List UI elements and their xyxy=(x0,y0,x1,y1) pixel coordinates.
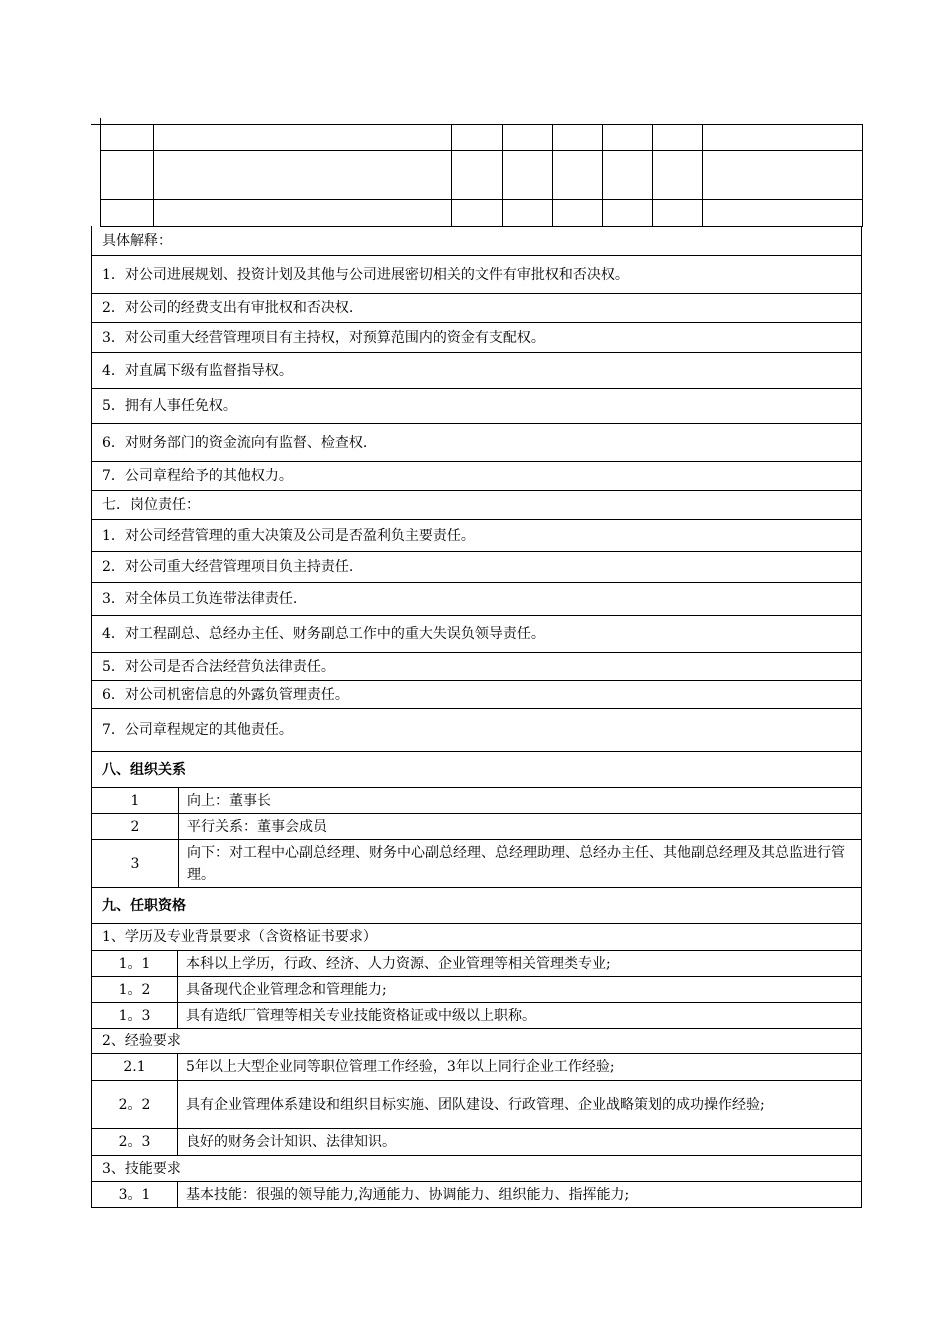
skill-title: 3、技能要求 xyxy=(102,1160,181,1177)
exp-row-no: 2。2 xyxy=(118,1096,151,1113)
org-row-no: 3 xyxy=(130,855,140,872)
exp-row-no: 2.1 xyxy=(123,1059,146,1075)
explain-item: 5．拥有人事任免权。 xyxy=(102,398,237,414)
org-row-text: 向下：对工程中心副总经理、财务中心副总经理、总经理助理、总经办主任、其他副总经理及其总监进行管理。 xyxy=(178,840,861,887)
table-row xyxy=(91,323,862,353)
table-row xyxy=(91,752,862,788)
table-row xyxy=(91,1029,862,1054)
exp-row-text: 具有企业管理体系建设和组织目标实施、团队建设、行政管理、企业战略策划的成功操作经验; xyxy=(177,1081,861,1128)
org-row-no: 2 xyxy=(130,818,140,835)
table-row xyxy=(91,709,862,752)
authority-row xyxy=(100,150,863,200)
duty-item: 7．公司章程规定的其他责任。 xyxy=(102,722,293,738)
table-row xyxy=(91,491,862,520)
org-row-no: 1 xyxy=(130,792,140,809)
table-row xyxy=(91,552,862,583)
explain-item: 7．公司章程给予的其他权力。 xyxy=(102,468,293,484)
table-row xyxy=(91,1182,862,1208)
table-row xyxy=(91,1156,862,1182)
edu-row-no: 1。3 xyxy=(118,1007,151,1024)
edu-title: 1、学历及专业背景要求（含资格证书要求） xyxy=(102,929,377,945)
authority-row xyxy=(100,199,863,227)
authority-item xyxy=(153,150,451,199)
table-row xyxy=(91,653,862,681)
table-left-stub xyxy=(100,118,101,124)
table-row xyxy=(91,924,862,951)
check-mark xyxy=(702,199,863,226)
check-mark xyxy=(702,124,863,150)
explain-title: 具体解释： xyxy=(102,232,172,249)
authority-row xyxy=(100,124,863,151)
check-mark xyxy=(602,124,652,150)
table-row xyxy=(91,389,862,424)
skill-row-no: 3。1 xyxy=(118,1186,151,1203)
org-row-text: 向上：董事长 xyxy=(178,788,861,813)
duty-item: 1．对公司经营管理的重大决策及公司是否盈利负主要责任。 xyxy=(102,527,475,544)
authority-item xyxy=(153,124,451,150)
table-row xyxy=(91,1003,862,1029)
table-row xyxy=(91,583,862,616)
exp-title: 2、经验要求 xyxy=(102,1033,181,1049)
explain-item: 1．对公司进展规划、投资计划及其他与公司进展密切相关的文件有审批权和否决权。 xyxy=(102,266,629,283)
exp-row-text: 良好的财务会计知识、法律知识。 xyxy=(177,1129,861,1155)
duty-item: 2．对公司重大经营管理项目负主持责任. xyxy=(102,559,354,575)
table-row xyxy=(91,1129,862,1156)
authority-no xyxy=(101,124,153,150)
authority-percent xyxy=(451,124,502,150)
edu-row-text: 本科以上学历，行政、经济、人力资源、企业管理等相关管理类专业; xyxy=(177,951,861,976)
edu-row-no: 1。2 xyxy=(118,981,151,998)
edu-row-text: 具有造纸厂管理等相关专业技能资格证或中级以上职称。 xyxy=(177,1003,861,1028)
table-row xyxy=(91,1054,862,1081)
exp-row-no: 2。3 xyxy=(118,1134,151,1150)
table-row xyxy=(91,294,862,323)
explain-item: 2．对公司的经费支出有审批权和否决权. xyxy=(102,300,354,316)
table-row xyxy=(91,424,862,462)
table-top-border-stub xyxy=(91,124,100,125)
check-mark xyxy=(652,199,702,226)
duty-title: 七．岗位责任： xyxy=(102,497,200,513)
authority-no xyxy=(101,199,153,226)
org-title: 八、组织关系 xyxy=(102,761,186,778)
table-row xyxy=(91,977,862,1003)
check-mark xyxy=(502,199,552,226)
authority-no xyxy=(101,150,153,199)
table-row xyxy=(91,226,862,256)
explain-item: 3．对公司重大经营管理项目有主持权，对预算范围内的资金有支配权。 xyxy=(102,329,545,346)
table-row xyxy=(91,520,862,552)
table-row xyxy=(91,462,862,491)
check-mark xyxy=(502,150,552,199)
check-mark xyxy=(602,150,652,199)
check-mark xyxy=(652,150,702,199)
check-mark xyxy=(552,124,602,150)
table-row xyxy=(91,951,862,977)
table-row xyxy=(91,353,862,389)
check-mark xyxy=(602,199,652,226)
org-row-text: 平行关系：董事会成员 xyxy=(178,814,861,839)
duty-item: 5．对公司是否合法经营负法律责任。 xyxy=(102,658,335,675)
check-mark xyxy=(552,150,602,199)
check-mark xyxy=(552,199,602,226)
table-row xyxy=(91,888,862,924)
authority-item xyxy=(153,199,451,226)
check-mark xyxy=(652,124,702,150)
duty-item: 6．对公司机密信息的外露负管理责任。 xyxy=(102,686,349,703)
explain-item: 6．对财务部门的资金流向有监督、检查权. xyxy=(102,434,368,451)
edu-row-text: 具备现代企业管理念和管理能力; xyxy=(177,977,861,1002)
authority-percent xyxy=(451,199,502,226)
skill-row-text: 基本技能：很强的领导能力,沟通能力、协调能力、组织能力、指挥能力; xyxy=(177,1182,861,1207)
table-row xyxy=(91,840,862,888)
table-row xyxy=(91,788,862,814)
check-mark xyxy=(502,124,552,150)
edu-row-no: 1。1 xyxy=(118,955,151,972)
table-row xyxy=(91,1081,862,1129)
exp-row-text: 5年以上大型企业同等职位管理工作经验，3年以上同行企业工作经验; xyxy=(177,1054,861,1080)
table-row xyxy=(91,616,862,653)
qual-title: 九、任职资格 xyxy=(102,897,186,914)
table-row xyxy=(91,256,862,294)
authority-percent xyxy=(451,150,502,199)
table-row xyxy=(91,681,862,709)
explain-item: 4．对直属下级有监督指导权。 xyxy=(102,362,293,379)
check-mark xyxy=(702,150,863,199)
table-row xyxy=(91,814,862,840)
duty-item: 4．对工程副总、总经办主任、财务副总工作中的重大失误负领导责任。 xyxy=(102,626,545,642)
duty-item: 3．对全体员工负连带法律责任. xyxy=(102,591,298,607)
